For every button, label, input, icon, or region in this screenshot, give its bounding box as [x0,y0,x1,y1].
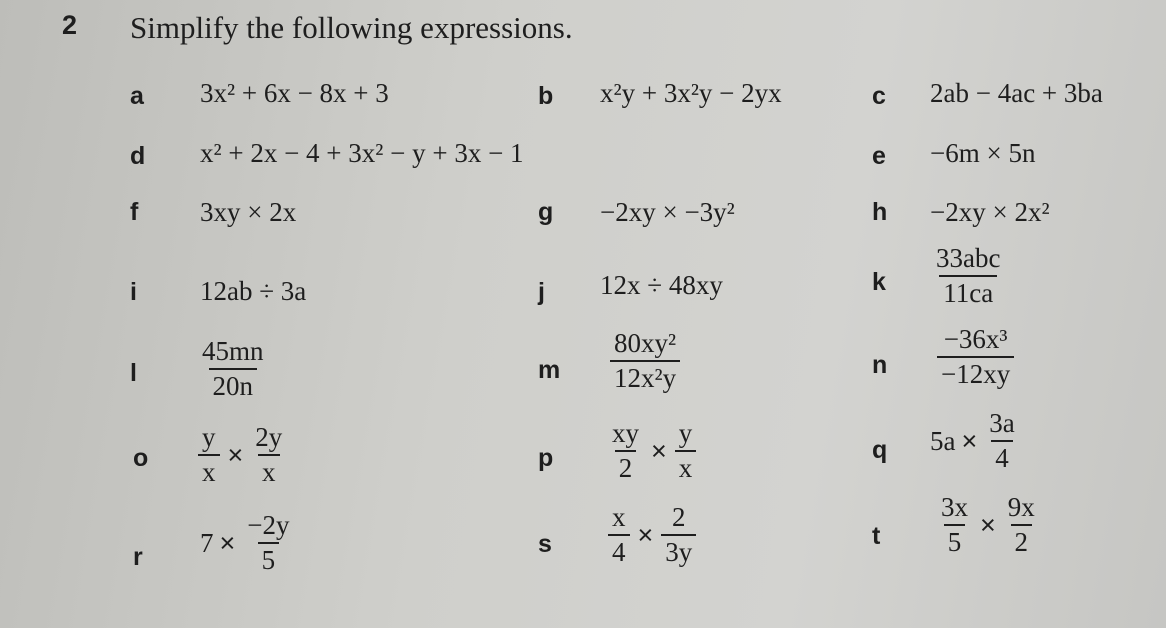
fraction-m [610,330,680,392]
expression-g: −2xy × −3y² [600,197,735,227]
expression-d: x² + 2x − 4 + 3x² − y + 3x − 1 [200,138,524,168]
fraction-p-second-denominator: x [675,450,697,482]
fraction-o-second-denominator: x [258,454,280,486]
expression-e: −6m × 5n [930,138,1036,168]
multiply-sign: × [227,439,244,470]
fraction-p-first [608,420,643,482]
fraction-n-denominator: −12xy [937,356,1014,388]
fraction-s-first [608,504,630,566]
expression-m [608,330,682,392]
label-h: h [872,198,888,226]
fraction-r-denominator: 5 [258,542,280,574]
fraction-s-first-numerator: x [612,502,626,532]
fraction-t-first [937,494,972,556]
fraction-o-first [198,424,220,486]
expression-n [935,326,1016,388]
fraction-k-numerator: 33abc [936,243,1001,273]
expression-q [930,410,1021,472]
label-o: o [133,444,149,472]
fraction-s-second-denominator: 3y [661,534,696,566]
label-a: a [130,82,144,110]
fraction-p-first-numerator: xy [612,418,639,448]
expression-j: 12x ÷ 48xy [600,270,723,300]
fraction-p-first-denominator: 2 [615,450,637,482]
question-title: Simplify the following expressions. [130,10,573,45]
fraction-o-second-numerator: 2y [255,422,283,452]
fraction-o-first-numerator: y [202,422,216,452]
fraction-p-second [675,420,697,482]
label-n: n [872,351,888,379]
fraction-l-numerator: 45mn [202,336,264,366]
label-t: t [872,522,881,550]
expression-r-lead: 7 [200,527,214,558]
expression-f: 3xy × 2x [200,197,297,227]
fraction-m-denominator: 12x²y [610,360,680,392]
fraction-q [985,410,1018,472]
fraction-t-first-numerator: 3x [941,492,968,522]
expression-h: −2xy × 2x² [930,197,1050,227]
label-r: r [133,543,143,571]
fraction-t-second-numerator: 9x [1007,492,1035,522]
expression-t [935,494,1041,556]
fraction-p-second-numerator: y [678,418,693,448]
multiply-sign: × [980,509,996,540]
label-f: f [130,198,139,226]
fraction-l [198,338,268,400]
label-d: d [130,142,146,170]
fraction-s-second-numerator: 2 [672,502,686,532]
question-number: 2 [62,10,78,40]
fraction-k [932,245,1004,307]
label-p: p [538,444,554,472]
multiply-sign: × [961,425,978,456]
expression-q-lead: 5a [930,425,956,456]
multiply-sign: × [651,435,667,466]
multiply-sign: × [637,519,654,550]
expression-b: x²y + 3x²y − 2yx [600,78,782,108]
fraction-r-numerator: −2y [247,510,290,540]
fraction-l-denominator: 20n [209,368,258,400]
label-s: s [538,530,552,558]
label-c: c [872,82,886,110]
fraction-t-second-denominator: 2 [1011,524,1033,556]
expression-o [196,424,288,486]
fraction-q-numerator: 3a [989,408,1015,438]
label-k: k [872,268,886,296]
fraction-r [243,512,293,574]
expression-r [200,512,296,574]
expression-c: 2ab − 4ac + 3ba [930,78,1103,108]
label-e: e [872,142,886,170]
fraction-s-first-denominator: 4 [608,534,630,566]
fraction-t-first-denominator: 5 [944,524,966,556]
fraction-o-second [251,424,286,486]
fraction-s-second [661,504,696,566]
label-l: l [130,359,137,387]
label-b: b [538,82,554,110]
fraction-m-numerator: 80xy² [614,328,677,358]
label-j: j [538,278,545,306]
expression-a: 3x² + 6x − 8x + 3 [200,78,389,108]
fraction-n [937,326,1014,388]
expression-i: 12ab ÷ 3a [200,276,307,306]
fraction-k-denominator: 11ca [939,275,997,307]
label-m: m [538,356,561,384]
multiply-sign: × [219,527,236,558]
fraction-q-denominator: 4 [991,440,1013,472]
fraction-o-first-denominator: x [198,454,220,486]
label-q: q [872,436,888,464]
fraction-n-numerator: −36x³ [943,324,1008,354]
label-i: i [130,278,137,306]
fraction-t-second [1004,494,1039,556]
label-g: g [538,198,554,226]
expression-s [606,504,698,566]
expression-k [930,245,1006,307]
expression-p [606,420,698,482]
expression-l [196,338,270,400]
